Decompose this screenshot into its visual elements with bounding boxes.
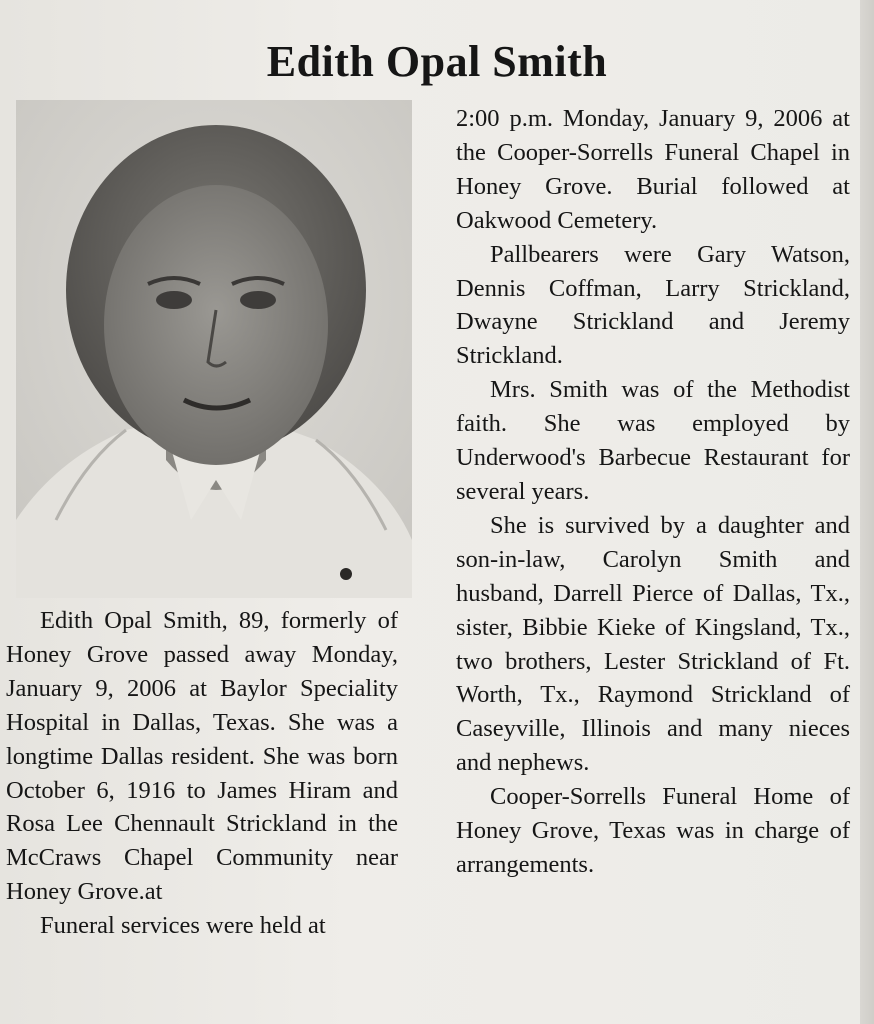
obituary-title: Edith Opal Smith (266, 37, 608, 86)
paragraph-faith-employment: Mrs. Smith was of the Methodist faith. She was employed by Underwood's Barbecue Restaurant for several years. (456, 376, 850, 505)
paragraph-intro: Edith Opal Smith, 89, formerly of Honey Grove passed away Monday, January 9, 2006 at Baylor Speciality Hospital in Dallas, Texas. She was a longtime Dallas resident. She was born October 6, 1916 to James Hiram and Rosa Lee Chennault Strickland in the McCraws Chapel Community near Honey Grove.at (6, 607, 398, 906)
paragraph-funeral-continued: 2:00 p.m. Monday, January 9, 2006 at the Cooper-Sorrells Funeral Chapel in Honey Grove. Burial followed at Oakwood Cemetery. (456, 105, 850, 234)
portrait-photo (16, 100, 412, 598)
paragraph-survivors: She is survived by a daughter and son-in-law, Carolyn Smith and husband, Darrell Pierce of Dallas, Tx., sister, Bibbie Kieke of Kingsland, Tx., two brothers, Lester Strickland of Ft. Worth, Tx., Raymond Strickland of Caseyville, Illinois and many nieces and nephews. (456, 511, 850, 777)
paragraph-funeral-start: Funeral services were held at (40, 912, 326, 940)
portrait-illustration (16, 100, 412, 598)
paragraph-arrangements: Cooper-Sorrells Funeral Home of Honey Grove, Texas was in charge of arrangements. (456, 783, 850, 878)
left-column (6, 604, 398, 943)
paragraph-pallbearers: Pallbearers were Gary Watson, Dennis Coffman, Larry Strickland, Dwayne Strickland and Jeremy Strickland. (456, 240, 850, 370)
right-column (456, 102, 850, 882)
page-edge (860, 0, 874, 1024)
